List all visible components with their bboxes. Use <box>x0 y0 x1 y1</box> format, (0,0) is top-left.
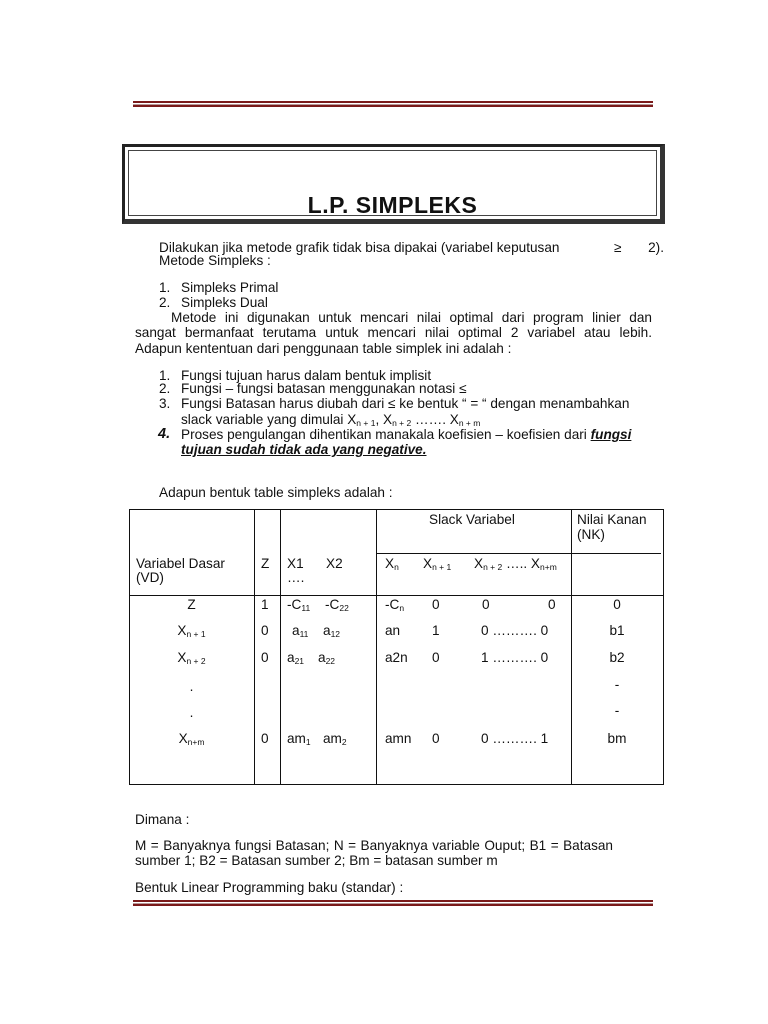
rule-item: Fungsi – fungsi batasan menggunakan notasi ≤ <box>181 381 467 396</box>
top-divider <box>133 101 653 107</box>
row-vd: $X_{n+m}$ <box>178 731 205 747</box>
rule-item: Fungsi tujuan harus dalam bentuk implisit <box>181 368 432 383</box>
intro-line-2: Metode Simpleks : <box>159 253 271 268</box>
row-s2: 0 ………. 0 <box>481 623 549 638</box>
rule-item: Proses pengulangan dihentikan manakala koefisien – koefisien dari fungsi <box>181 427 632 442</box>
header-z: Z <box>261 556 270 571</box>
row-b: $-C_{22}$ <box>325 597 349 613</box>
row-z: 0 <box>261 731 269 746</box>
row-a: $-C_{11}$ <box>287 597 311 613</box>
header-x2: X2 <box>326 556 343 571</box>
row-vd: . <box>189 705 194 720</box>
row-vd: $X_{n + 2}$ <box>177 650 206 666</box>
row-s2: 0 ………. 1 <box>481 731 549 746</box>
rule-number: 2. <box>159 381 171 396</box>
method-item: Simpleks Dual <box>181 295 268 310</box>
row-a: $am_1$ <box>287 731 311 747</box>
row-xn: amn <box>385 731 412 746</box>
header-vd: (VD) <box>136 570 164 585</box>
row-xn: $-C_n$ <box>385 597 405 613</box>
header-nk: (NK) <box>577 527 605 542</box>
title-box <box>122 144 665 224</box>
row-xn: an <box>385 623 401 638</box>
row-b: $a_{12}$ <box>323 623 341 639</box>
row-vd: $X_{n + 1}$ <box>177 623 206 639</box>
definition-line-1: M = Banyaknya fungsi Batasan; N = Banyaknya variable Ouput; B1 = Batasan <box>135 838 613 853</box>
header-nilai-kanan: Nilai Kanan <box>577 512 647 527</box>
row-z: 1 <box>261 597 269 612</box>
header-dots: …. <box>287 570 305 585</box>
bottom-divider <box>133 900 653 906</box>
page-title: L.P. SIMPLEKS <box>307 192 478 218</box>
row-a: $a_{21}$ <box>287 650 305 666</box>
dimana-label: Dimana : <box>135 812 190 827</box>
row-vd: Z <box>187 597 196 612</box>
para-line-2: sangat bermanfaat terutama untuk mencari nilai optimal 2 variabel atau lebih. <box>135 325 652 340</box>
row-nk: b2 <box>609 650 625 665</box>
row-s1: 0 <box>432 597 440 612</box>
row-nk: b1 <box>609 623 625 638</box>
intro-line-1: Dilakukan jika metode grafik tidak bisa dipakai (variabel keputusan ≥ 2). <box>159 240 664 255</box>
row-z: 0 <box>261 650 269 665</box>
header-xn: $X_n$ <box>385 556 399 572</box>
row-vd: . <box>189 679 194 694</box>
row-s2: 1 ………. 0 <box>481 650 549 665</box>
header-xn2: $X_{n + 2}$ ….. $X_{n+m}$ <box>474 556 557 572</box>
table-intro: Adapun bentuk table simpleks adalah : <box>159 485 393 500</box>
row-z: 0 <box>261 623 269 638</box>
method-item: Simpleks Primal <box>181 280 279 295</box>
rule-number: 4. <box>158 426 171 442</box>
definition-line-2: sumber 1; B2 = Batasan sumber 2; Bm = batasan sumber m <box>135 853 498 868</box>
para-line-1: Metode ini digunakan untuk mencari nilai optimal dari program linier dan <box>171 310 652 325</box>
row-xn: a2n <box>385 650 408 665</box>
rule-item-continuation: slack variable yang dimulai $X_{n + 1}$, $X_{n + 2}$ ……. $X_{n + m}$ <box>181 412 481 428</box>
row-a: $a_{11}$ <box>292 623 309 639</box>
row-nk: 0 <box>613 597 621 612</box>
row-nk: bm <box>607 731 627 746</box>
rule-item-emphasis: tujuan sudah tidak ada yang negative. <box>181 442 427 457</box>
header-x1: X1 <box>287 556 304 571</box>
rule-item: Fungsi Batasan harus diubah dari ≤ ke bentuk “ = “ dengan menambahkan <box>181 396 630 411</box>
header-xn1: $X_{n + 1}$ <box>423 556 452 572</box>
simplex-table <box>129 509 664 785</box>
row-s1: 0 <box>432 650 440 665</box>
row-s1: 0 <box>432 731 440 746</box>
row-nk: - <box>614 677 620 692</box>
row-s3: 0 <box>548 597 556 612</box>
header-slack-variabel: Slack Variabel <box>429 512 515 527</box>
rule-number: 3. <box>159 396 171 411</box>
row-s1: 1 <box>432 623 440 638</box>
row-b: $am_2$ <box>323 731 347 747</box>
rule-number: 1. <box>159 368 171 383</box>
header-variabel-dasar: Variabel Dasar <box>136 556 225 571</box>
method-number: 2. <box>159 295 171 310</box>
para-line-3: Adapun kententuan dari penggunaan table simplek ini adalah : <box>135 341 512 356</box>
method-number: 1. <box>159 280 171 295</box>
closing-line: Bentuk Linear Programming baku (standar) : <box>135 880 404 895</box>
row-s2: 0 <box>482 597 490 612</box>
row-b: $a_{22}$ <box>318 650 336 666</box>
row-nk: - <box>614 703 620 718</box>
